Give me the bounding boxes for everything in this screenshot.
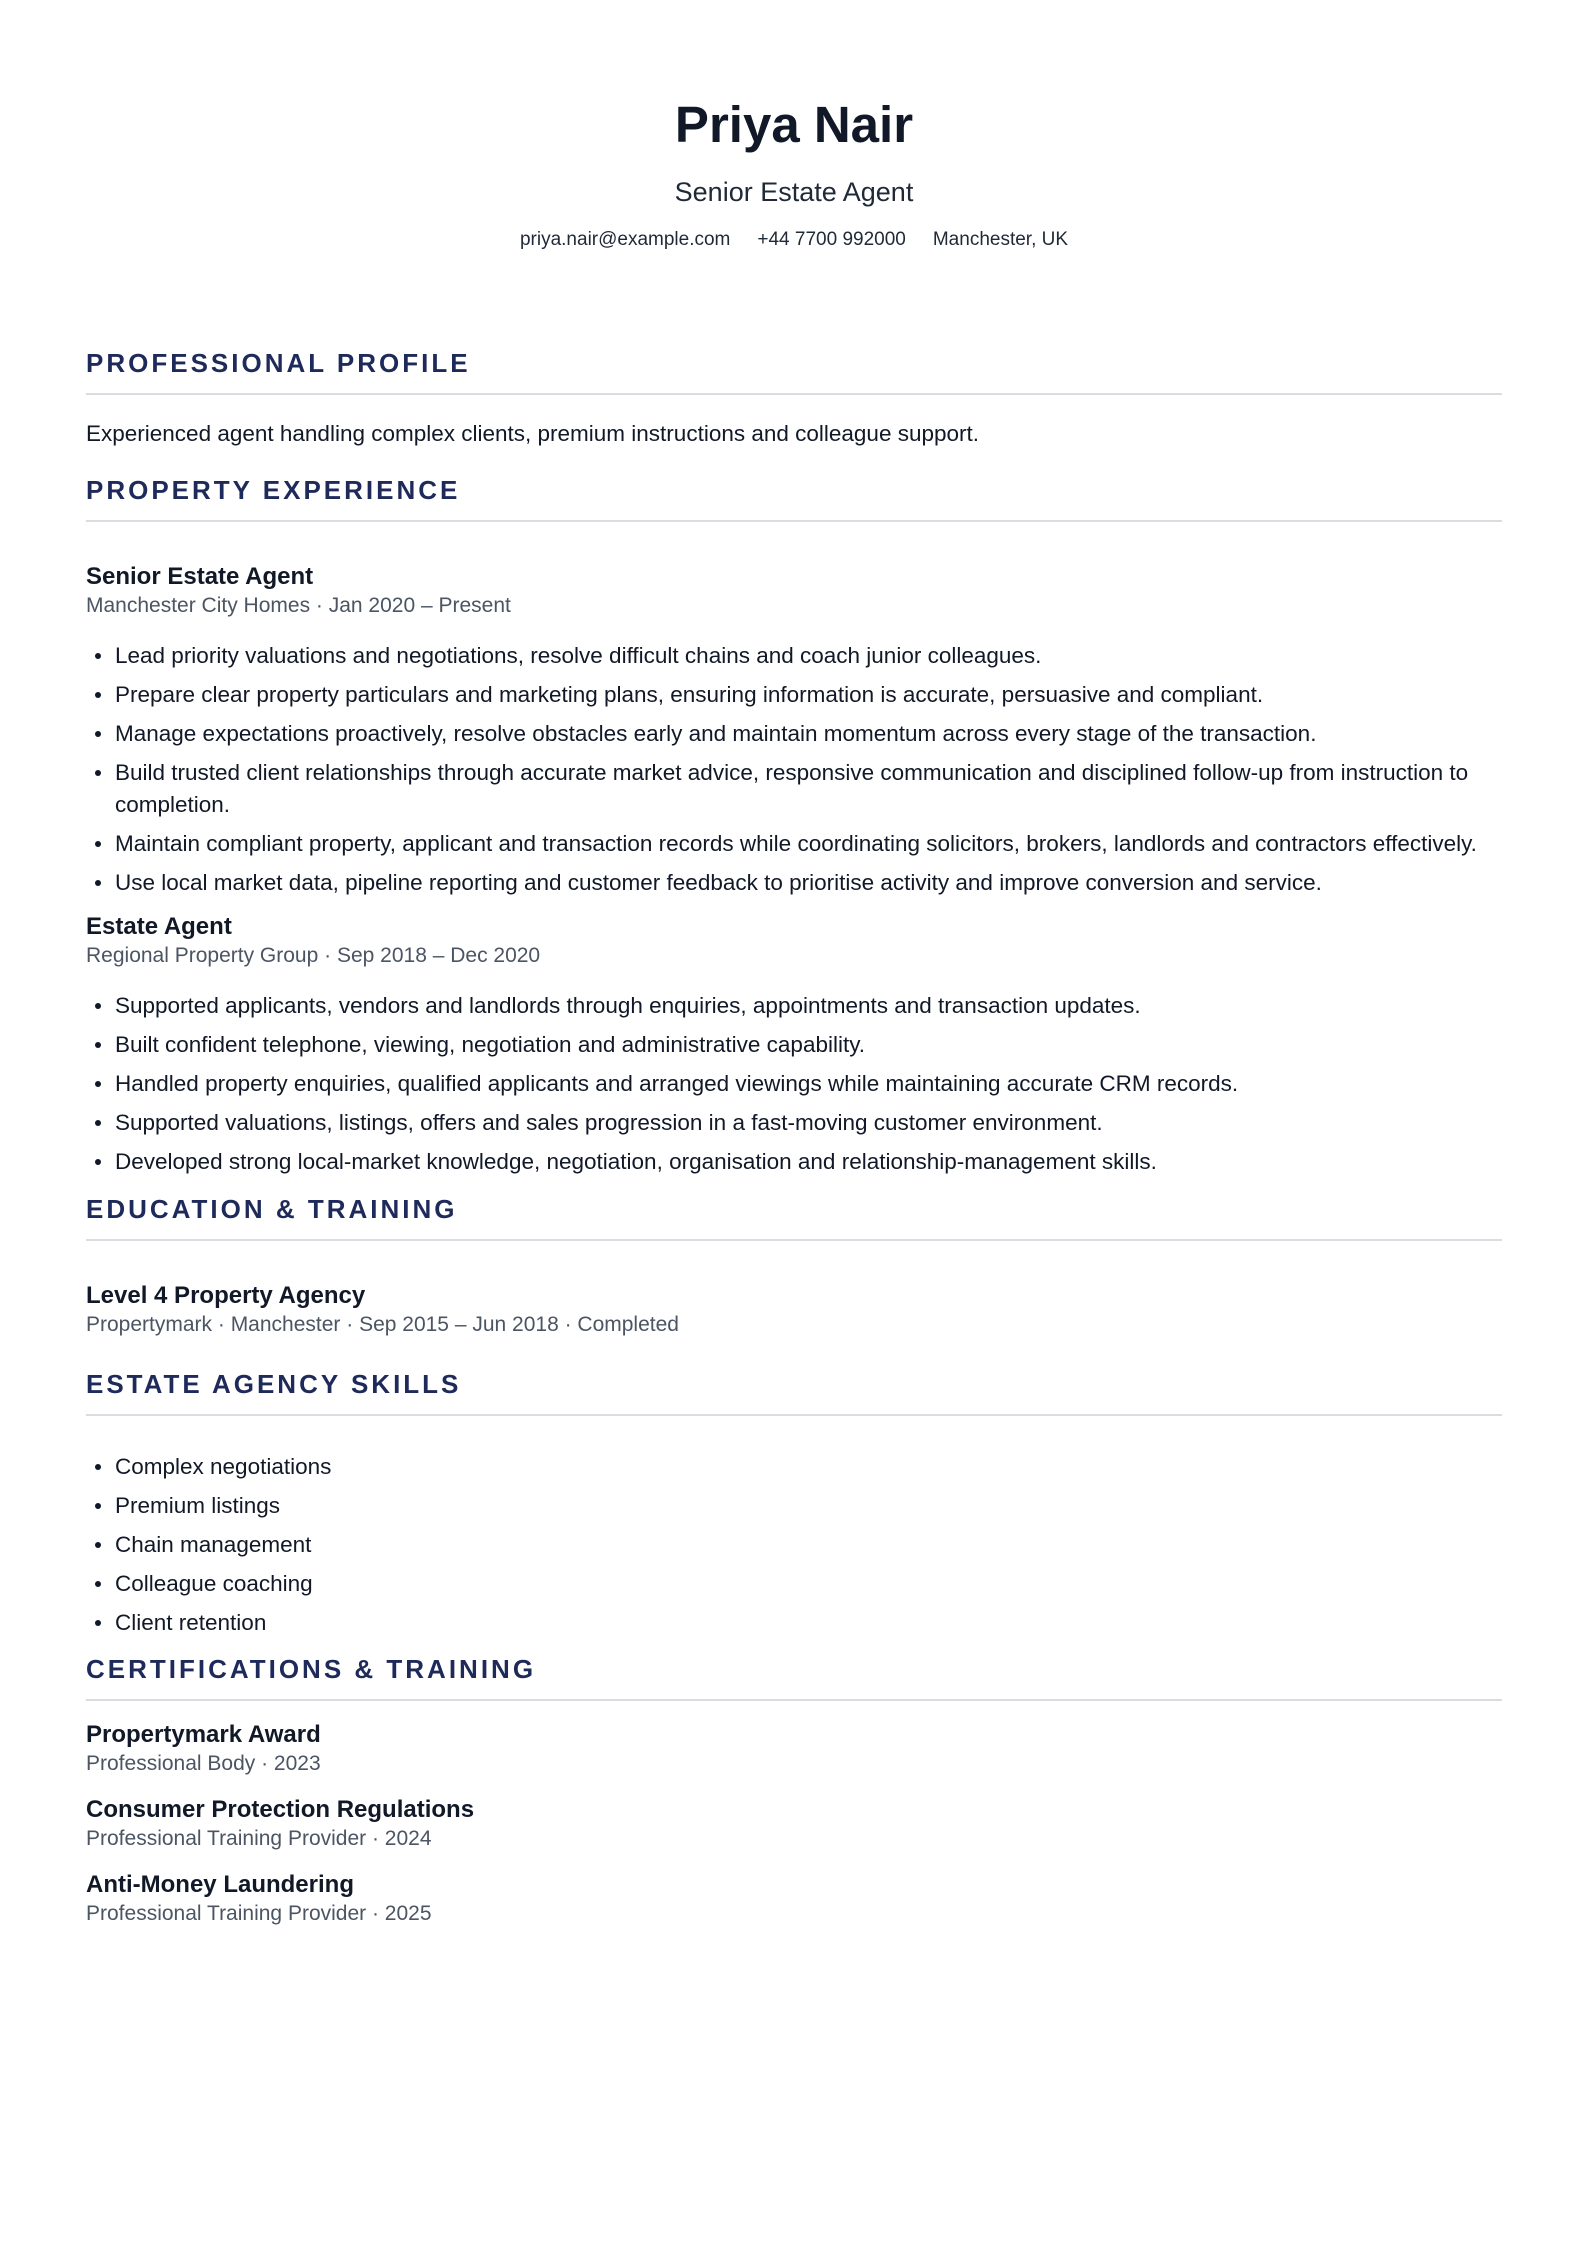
skill-item: Colleague coaching [115,1568,1502,1600]
certification-entry [86,1720,1502,1778]
skills-list [86,1451,1502,1639]
list-item: Handled property enquiries, qualified applicants and arranged viewings while maintaining accurate CRM records. [115,1068,1502,1100]
job-entry [86,912,1502,1178]
job-title: Senior Estate Agent [86,563,314,590]
experience-section [86,473,1502,1178]
skill-item: Chain management [115,1529,1502,1561]
skills-section [86,1367,1502,1639]
list-item: Prepare clear property particulars and marketing plans, ensuring information is accurate, persuasive and compliant. [115,679,1502,711]
list-item: Build trusted client relationships through accurate market advice, responsive communication and disciplined follow-up from instruction to completion. [115,757,1502,820]
education-entry [86,1281,1502,1339]
list-item: Developed strong local-market knowledge, negotiation, organisation and relationship-management skills. [115,1146,1502,1178]
contact-line [86,227,1502,253]
certifications-section [86,1652,1502,1928]
list-item: Use local market data, pipeline reporting and customer feedback to prioritise activity and improve conversion and service. [115,867,1502,899]
skill-item: Premium listings [115,1490,1502,1522]
candidate-title: Senior Estate Agent [674,177,914,207]
profile-section [86,346,1502,449]
certification-entry [86,1795,1502,1853]
skill-item: Client retention [115,1607,1502,1639]
list-item: Supported applicants, vendors and landlords through enquiries, appointments and transaction updates. [115,990,1502,1022]
resume-header [86,0,1502,253]
job-bullets [86,640,1502,898]
job-meta: Regional Property Group · Sep 2018 – Dec 2020 [86,944,541,967]
job-meta: Manchester City Homes · Jan 2020 – Present [86,594,511,617]
job-title: Estate Agent [86,913,232,940]
certification-entry [86,1870,1502,1928]
contact-location: Manchester, UK [932,229,1069,250]
list-item: Manage expectations proactively, resolve obstacles early and maintain momentum across every stage of the transaction. [115,718,1502,750]
job-bullets [86,990,1502,1178]
certification-title: Propertymark Award [86,1721,321,1748]
profile-text: Experienced agent handling complex clients, premium instructions and colleague support. [86,421,980,446]
certifications-heading: CERTIFICATIONS & TRAINING [86,1652,1502,1701]
certification-meta: Professional Training Provider · 2025 [86,1902,432,1925]
job-entry [86,562,1502,898]
education-section [86,1192,1502,1339]
education-title: Level 4 Property Agency [86,1281,366,1309]
experience-heading: PROPERTY EXPERIENCE [86,473,1502,522]
list-item: Supported valuations, listings, offers and sales progression in a fast-moving customer environment. [115,1107,1502,1139]
education-meta: Propertymark · Manchester · Sep 2015 – Jun 2018 · Completed [86,1312,679,1336]
certification-title: Anti-Money Laundering [86,1871,354,1898]
certification-meta: Professional Body · 2023 [86,1752,321,1775]
list-item: Maintain compliant property, applicant and transaction records while coordinating solicitors, brokers, landlords and contractors effectively. [115,828,1502,860]
list-item: Built confident telephone, viewing, negotiation and administrative capability. [115,1029,1502,1061]
education-heading: EDUCATION & TRAINING [86,1192,1502,1241]
contact-email[interactable]: priya.nair@example.com [519,229,731,250]
skill-item: Complex negotiations [115,1451,1502,1483]
certification-meta: Professional Training Provider · 2024 [86,1827,432,1850]
list-item: Lead priority valuations and negotiations, resolve difficult chains and coach junior colleagues. [115,640,1502,672]
certification-title: Consumer Protection Regulations [86,1796,475,1823]
profile-heading: PROFESSIONAL PROFILE [86,346,1502,395]
skills-heading: ESTATE AGENCY SKILLS [86,1367,1502,1416]
contact-phone[interactable]: +44 7700 992000 [757,229,906,250]
candidate-name: Priya Nair [674,96,914,153]
